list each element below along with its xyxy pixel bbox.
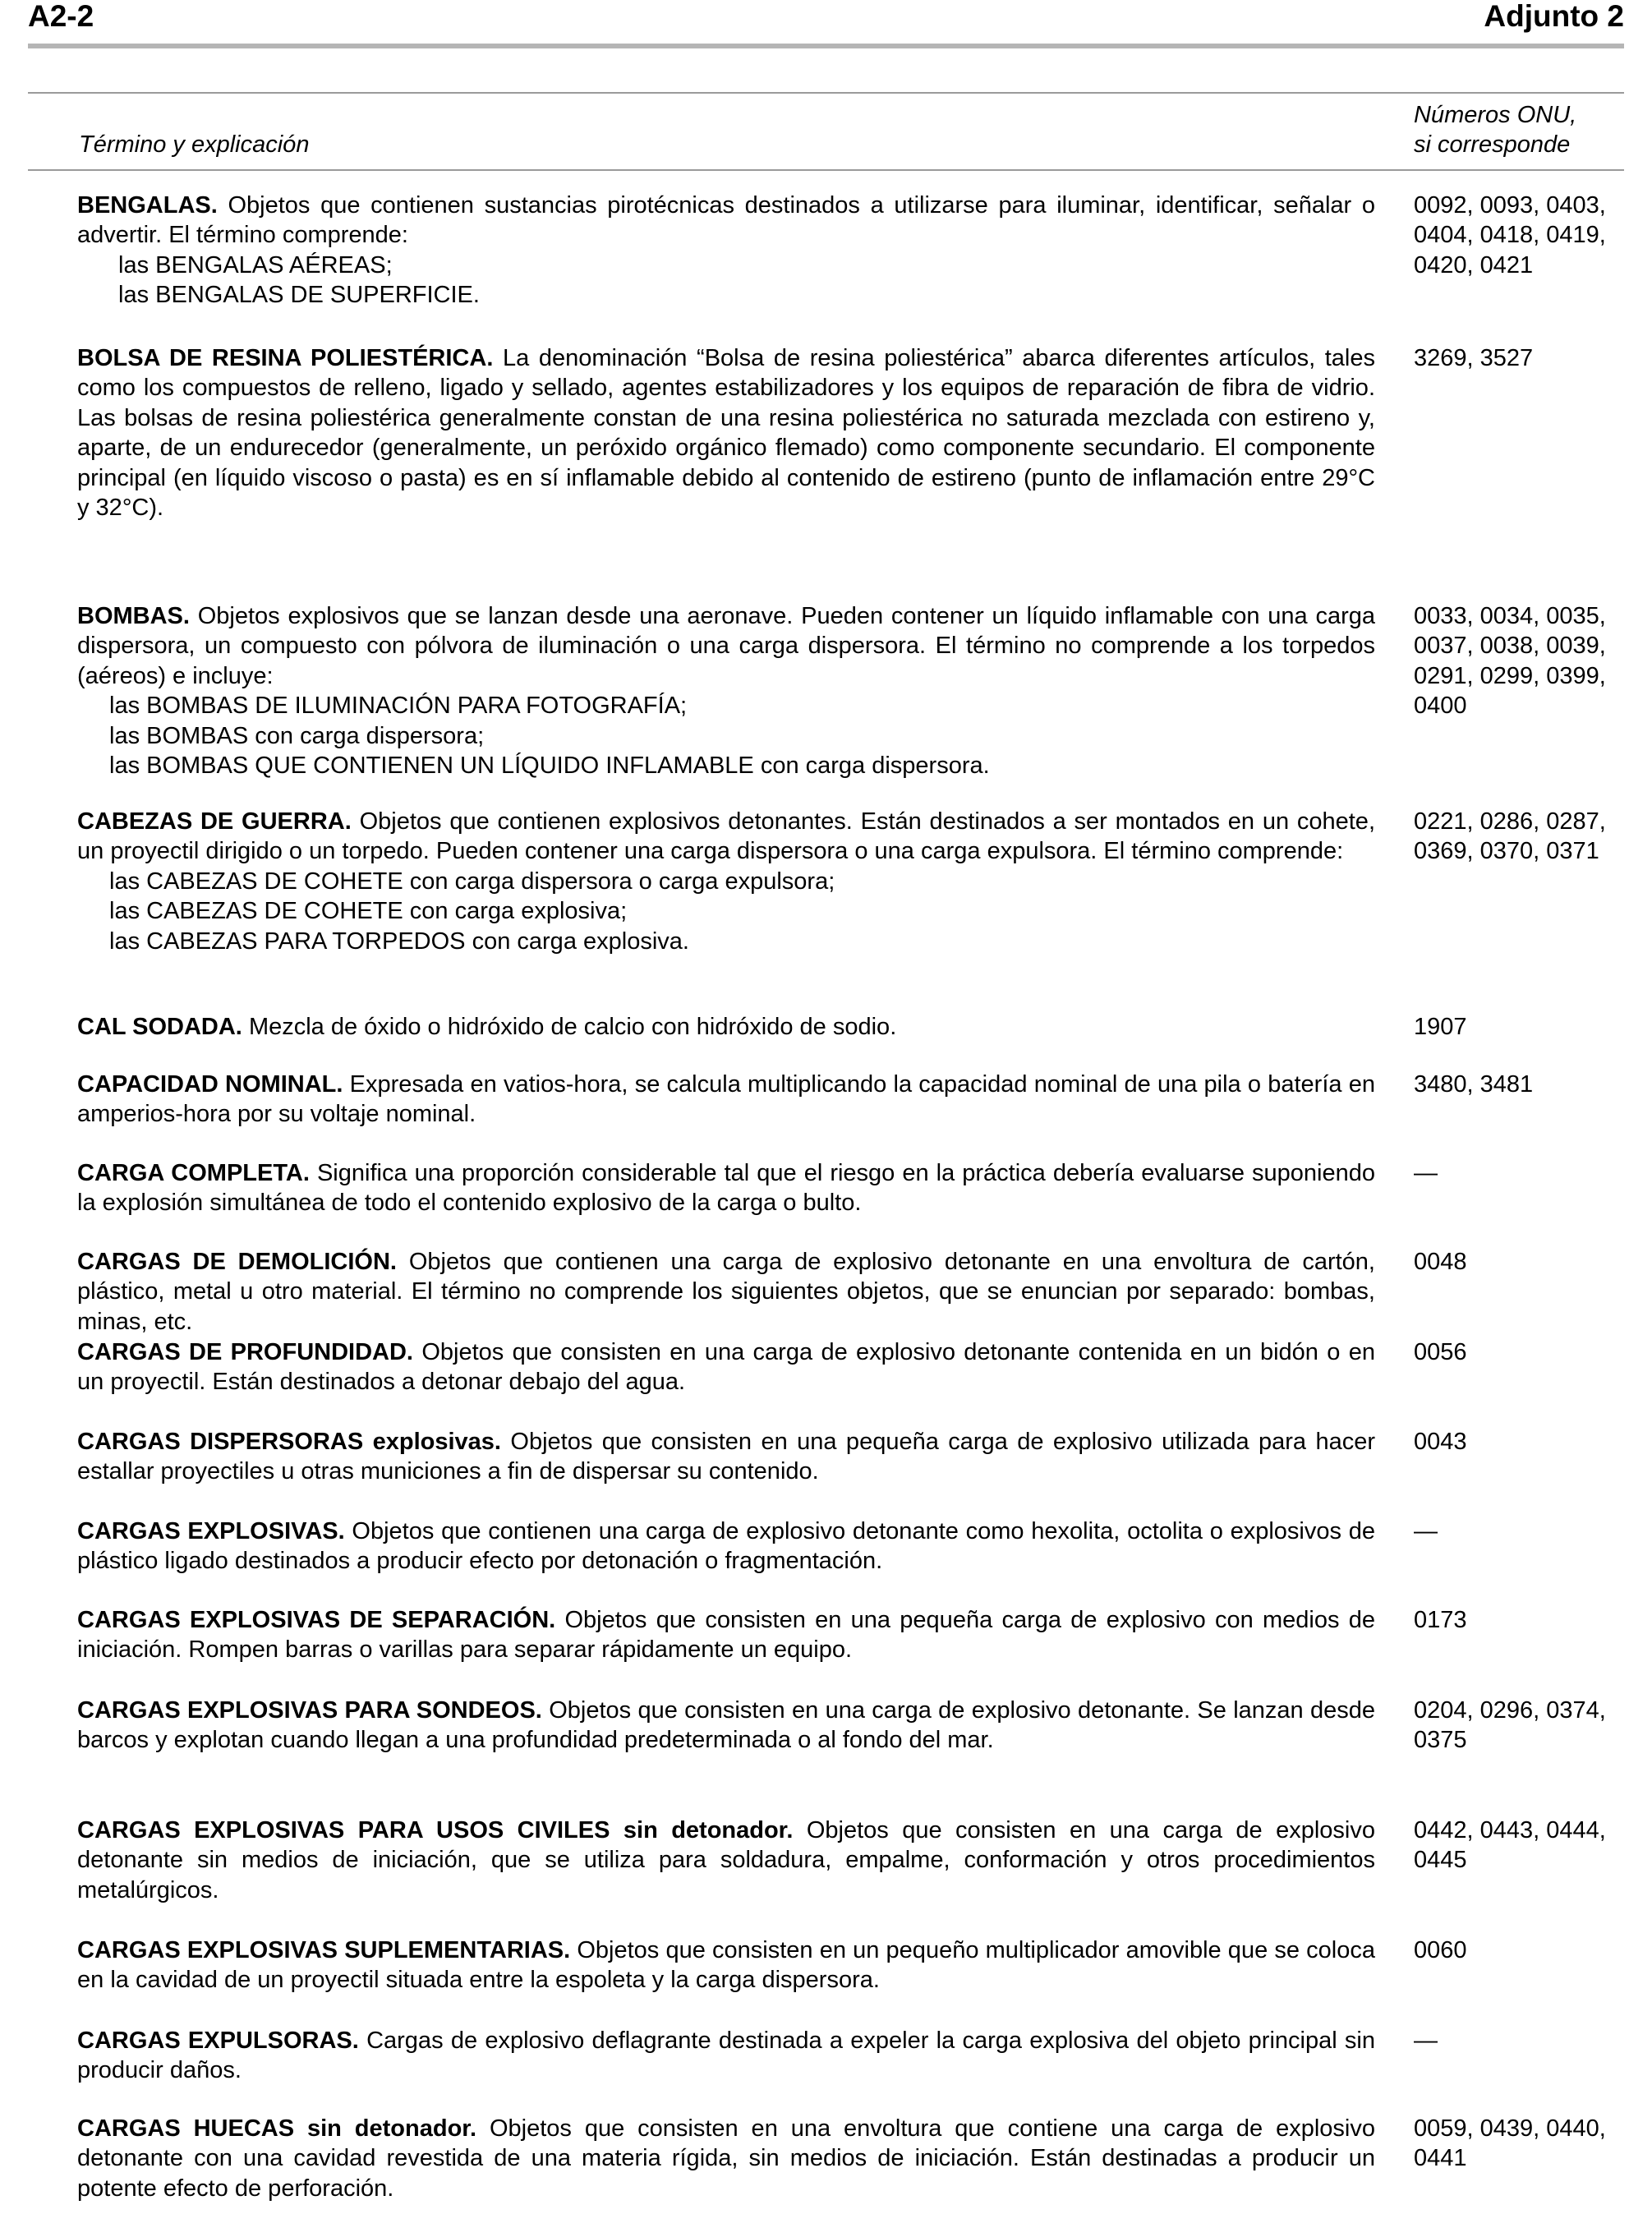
entry-term: CARGA COMPLETA. [77,1160,310,1186]
entry-un-numbers [1414,2026,1648,2055]
entry-paragraph [77,2114,1375,2203]
entry-term: CARGAS DISPERSORAS explosivas. [77,1429,501,1455]
un-number-line: 3269, 3527 [1414,345,1534,371]
entry-un-numbers [1414,1816,1648,1876]
entry-text: Objetos que contienen una carga de explosivo detonante como hexolita, octolita o explosivos de plástico ligado destinados a producir efecto por detonación o fragmentación. [77,1518,1375,1575]
entry-definition [77,1158,1375,1218]
un-number-line: — [1414,1160,1438,1186]
entry-un-numbers [1414,343,1648,373]
entry-term: CABEZAS DE GUERRA. [77,808,352,835]
entry-text: Cargas de explosivo deflagrante destinada a expeler la carga explosiva del objeto principal sin producir daños. [77,2028,1375,2084]
un-number-line: 0043 [1414,1429,1467,1455]
un-number-line: 0420, 0421 [1414,251,1534,278]
entry-definition [77,1696,1375,1756]
un-number-line: 3480, 3481 [1414,1071,1534,1098]
entry-text: Objetos que contienen una carga de explosivo detonante en una envoltura de cartón, plástico, metal u otro material. El término no comprende los siguientes objetos, que se enuncian por separado: bombas, minas, etc. [77,1249,1375,1335]
glossary-entry [77,1816,1646,1905]
entry-paragraph [77,343,1375,522]
column-header-un-line1: Números ONU, [1414,102,1577,128]
un-number-line: 0204, 0296, 0374, [1414,1697,1606,1724]
glossary-entry [77,1696,1646,1756]
entry-un-numbers [1414,191,1648,280]
entry-paragraph [77,1247,1375,1337]
entry-paragraph [77,1337,1375,1397]
glossary-entry [77,1517,1646,1576]
entry-term: CAL SODADA. [77,1014,242,1040]
entry-definition [77,1816,1375,1905]
entry-un-numbers [1414,601,1648,721]
entry-definition [77,1605,1375,1665]
entry-definition [77,1517,1375,1576]
entry-term: CARGAS DE DEMOLICIÓN. [77,1249,397,1275]
un-number-line: 0060 [1414,1937,1467,1963]
entry-definition [77,2026,1375,2086]
page-number: A2-2 [28,0,94,33]
entry-un-numbers [1414,1158,1648,1188]
un-number-line: 0441 [1414,2145,1467,2172]
page-header [28,0,1624,36]
entry-paragraph [77,1696,1375,1756]
glossary-entry [77,343,1646,522]
entry-definition [77,1070,1375,1130]
un-number-line: 0037, 0038, 0039, [1414,633,1606,660]
entry-text: Objetos explosivos que se lanzan desde una aeronave. Pueden contener un líquido inflamable con una carga dispersora, un compuesto con pólvora de iluminación o una carga dispersora. El término no comprende a los torpedos (aéreos) e incluye: [77,603,1375,689]
entry-subitem: las BENGALAS DE SUPERFICIE. [118,282,480,309]
header-rule [28,44,1624,48]
un-number-line: 0059, 0439, 0440, [1414,2115,1606,2142]
glossary-entry [77,1158,1646,1218]
glossary-entry [77,1337,1646,1397]
entry-definition [77,191,1375,311]
column-header-term: Término y explicación [79,131,310,158]
glossary-entry [77,1247,1646,1337]
entry-paragraph [77,1427,1375,1487]
glossary-entry [77,807,1646,956]
entry-un-numbers [1414,1012,1648,1042]
glossary-entry [77,1936,1646,1995]
un-number-line: 0400 [1414,693,1467,720]
glossary-entry [77,1070,1646,1130]
entry-definition [77,2114,1375,2203]
un-number-line: 0092, 0093, 0403, [1414,192,1606,219]
entry-subitem: las BENGALAS AÉREAS; [118,251,393,278]
un-number-line: 1907 [1414,1014,1467,1040]
entry-text: Objetos que consisten en una pequeña carga de explosivo con medios de iniciación. Rompen barras o varillas para separar rápidamente un equipo. [77,1607,1375,1664]
entry-term: CARGAS EXPLOSIVAS PARA SONDEOS. [77,1697,542,1724]
entry-subitem: las BOMBAS DE ILUMINACIÓN PARA FOTOGRAFÍA; [109,693,688,720]
entry-paragraph [77,1158,1375,1218]
entry-definition [77,807,1375,956]
entry-text: Mezcla de óxido o hidróxido de calcio con hidróxido de sodio. [248,1014,897,1040]
entry-paragraph [77,1517,1375,1576]
entry-paragraph [77,1816,1375,1905]
entry-un-numbers [1414,1070,1648,1099]
un-number-line: 0404, 0418, 0419, [1414,222,1606,249]
entry-subitem: las BOMBAS con carga dispersora; [109,722,485,749]
entry-paragraph [77,1070,1375,1130]
entry-un-numbers [1414,1247,1648,1277]
glossary-entry [77,1605,1646,1665]
entry-un-numbers [1414,1517,1648,1546]
entry-paragraph [77,807,1375,867]
un-number-line: 0375 [1414,1727,1467,1754]
glossary-entry [77,1427,1646,1487]
entry-term: CARGAS EXPULSORAS. [77,2028,359,2054]
entry-term: CARGAS EXPLOSIVAS PARA USOS CIVILES sin detonador. [77,1817,794,1843]
entry-term: CARGAS HUECAS sin detonador. [77,2115,477,2142]
un-number-line: 0056 [1414,1339,1467,1365]
glossary-entry [77,2026,1646,2086]
entry-text: Objetos que consisten en un pequeño multiplicador amovible que se coloca en la cavidad de un proyectil situada entre la espoleta y la carga dispersora. [77,1937,1375,1994]
entry-un-numbers [1414,1427,1648,1457]
table-header-rule [28,169,1624,171]
un-number-line: 0048 [1414,1249,1467,1275]
un-number-line: 0173 [1414,1607,1467,1633]
glossary-entry [77,1012,1646,1042]
entry-subitem: las CABEZAS PARA TORPEDOS con carga explosiva. [109,927,689,955]
entry-paragraph [77,1012,1375,1042]
un-number-line: 0369, 0370, 0371 [1414,838,1599,865]
glossary-entry [77,2114,1646,2203]
entry-term: CARGAS EXPLOSIVAS. [77,1518,345,1544]
entry-definition [77,1936,1375,1995]
entry-un-numbers [1414,1605,1648,1635]
entry-un-numbers [1414,1696,1648,1756]
un-number-line: — [1414,2028,1438,2054]
entry-term: CARGAS EXPLOSIVAS SUPLEMENTARIAS. [77,1937,571,1963]
glossary-entry [77,601,1646,780]
entry-un-numbers [1414,2114,1648,2174]
entry-text: Objetos que consisten en una envoltura que contiene una carga de explosivo detonante con una cavidad revestida de una materia rígida, sin medios de iniciación. Están destinadas a producir un potente efecto de perforación. [77,2115,1375,2202]
entry-un-numbers [1414,1936,1648,1965]
entry-text: Objetos que consisten en una pequeña carga de explosivo utilizada para hacer estallar proyectiles u otras municiones a fin de dispersar su contenido. [77,1429,1375,1485]
entry-subitem: las CABEZAS DE COHETE con carga dispersora o carga expulsora; [109,868,835,895]
entry-term: CAPACIDAD NOMINAL. [77,1071,343,1098]
entry-definition [77,1337,1375,1397]
un-number-line: 0291, 0299, 0399, [1414,662,1606,689]
un-number-line: — [1414,1518,1438,1544]
entry-paragraph [77,1605,1375,1665]
entry-definition [77,1012,1375,1042]
entry-text: Objetos que consisten en una carga de explosivo detonante sin medios de iniciación, que se utiliza para soldadura, empalme, conformación y otros procedimientos metalúrgicos. [77,1817,1375,1903]
annex-label: Adjunto 2 [1484,0,1624,33]
entry-definition [77,601,1375,780]
entry-term: BENGALAS. [77,192,218,219]
entry-term: CARGAS DE PROFUNDIDAD. [77,1339,413,1365]
entry-definition [77,1247,1375,1337]
entry-paragraph [77,191,1375,251]
entry-paragraph [77,601,1375,691]
entry-text: La denominación “Bolsa de resina poliestérica” abarca diferentes artículos, tales como los compuestos de relleno, ligado y sellado, agentes estabilizadores y los equipos de reparación de fibra de vidrio. Las bolsas de resina poliestérica generalmente constan de una resina poliestérica no saturada mezclada con estireno y, aparte, de un endurecedor (generalmente, un peróxido orgánico flemado) como componente secundario. El componente principal (en líquido viscoso o pasta) es en sí inflamable debido al contenido de estireno (punto de inflamación entre 29°C y 32°C). [77,345,1375,522]
entry-text: Objetos que consisten en una carga de explosivo detonante. Se lanzan desde barcos y explotan cuando llegan a una profundidad predeterminada o al fondo del mar. [77,1697,1375,1754]
un-number-line: 0445 [1414,1847,1467,1874]
entry-text: Significa una proporción considerable tal que el riesgo en la práctica debería evaluarse suponiendo la explosión simultánea de todo el contenido explosivo de la carga o bulto. [77,1160,1375,1217]
entry-un-numbers [1414,807,1648,867]
table-top-rule [28,92,1624,94]
entry-term: BOLSA DE RESINA POLIESTÉRICA. [77,345,494,371]
un-number-line: 0033, 0034, 0035, [1414,603,1606,629]
entry-term: CARGAS EXPLOSIVAS DE SEPARACIÓN. [77,1607,556,1633]
column-header-un-line2: si corresponde [1414,131,1571,158]
entry-subitem: las CABEZAS DE COHETE con carga explosiva; [109,898,628,925]
entry-text: Objetos que contienen explosivos detonantes. Están destinados a ser montados en un cohete, un proyectil dirigido o un torpedo. Pueden contener una carga dispersora o una carga expulsora. El término comprende: [77,808,1375,865]
entry-definition [77,343,1375,522]
entry-text: Objetos que consisten en una carga de explosivo detonante contenida en un bidón o en un proyectil. Están destinados a detonar debajo del agua. [77,1339,1376,1396]
entry-text: Expresada en vatios-hora, se calcula multiplicando la capacidad nominal de una pila o batería en amperios-hora por su voltaje nominal. [77,1071,1375,1128]
entry-term: BOMBAS. [77,603,190,629]
glossary-entry [77,191,1646,311]
entry-definition [77,1427,1375,1487]
entry-subitem: las BOMBAS QUE CONTIENEN UN LÍQUIDO INFLAMABLE con carga dispersora. [109,753,990,780]
entry-text: Objetos que contienen sustancias pirotécnicas destinados a utilizarse para iluminar, identificar, señalar o advertir. El término comprende: [77,192,1375,249]
entry-paragraph [77,2026,1375,2086]
un-number-line: 0442, 0443, 0444, [1414,1817,1606,1843]
entry-paragraph [77,1936,1375,1995]
entry-un-numbers [1414,1337,1648,1367]
un-number-line: 0221, 0286, 0287, [1414,808,1606,835]
